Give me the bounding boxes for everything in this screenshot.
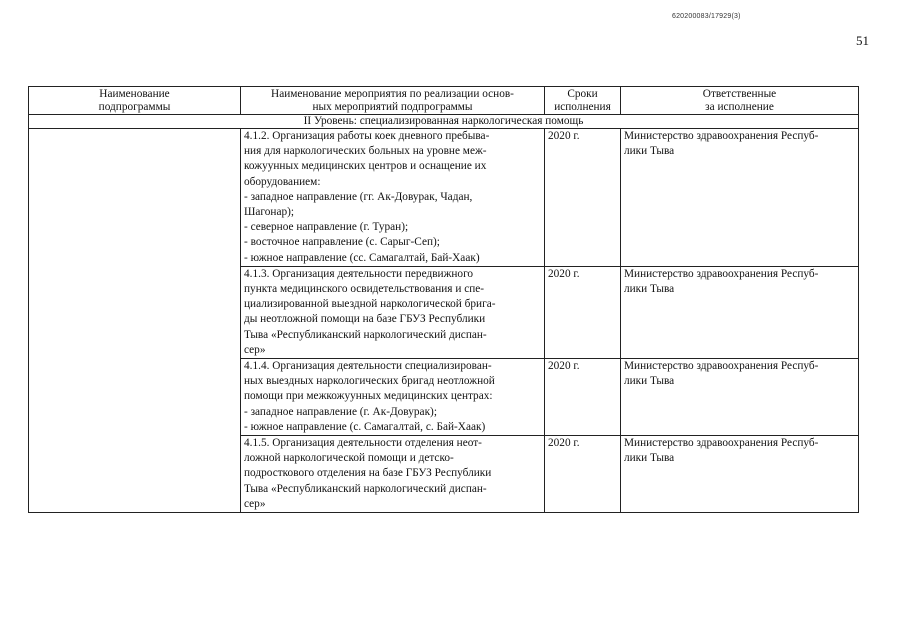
responsible-cell: Министерство здравоохранения Респуб- лики Тыва	[621, 436, 859, 513]
header-activity: Наименование мероприятия по реализации основ- ных мероприятий подпрограммы	[241, 87, 545, 115]
activity-cell: 4.1.5. Организация деятельности отделения неот- ложной наркологической помощи и детско- подросткового отделения на базе ГБУЗ Республики Тыва «Республиканский наркологический диспан- сер»	[241, 436, 545, 513]
term-cell: 2020 г.	[545, 129, 621, 267]
header-term: Сроки исполнения	[545, 87, 621, 115]
header-subprogram: Наименование подпрограммы	[29, 87, 241, 115]
responsible-cell: Министерство здравоохранения Респуб- лики Тыва	[621, 359, 859, 436]
level-title: II Уровень: специализированная наркологическая помощь	[29, 115, 859, 129]
document-code: 620200083/17929(3)	[672, 13, 741, 20]
activity-cell: 4.1.4. Организация деятельности специализирован- ных выездных наркологических бригад неотложной помощи при межкожуунных медицинских центрах: - западное направление (г. Ак-Довурак); - южное направление (с. Самагалтай, с. Бай-Хаак)	[241, 359, 545, 436]
level-row	[29, 115, 859, 129]
table-header	[29, 87, 859, 115]
subprogram-cell	[29, 129, 241, 513]
program-table	[28, 86, 859, 513]
term-cell: 2020 г.	[545, 359, 621, 436]
header-responsible: Ответственные за исполнение	[621, 87, 859, 115]
responsible-cell: Министерство здравоохранения Респуб- лики Тыва	[621, 266, 859, 358]
term-cell: 2020 г.	[545, 436, 621, 513]
page-number: 51	[856, 33, 869, 48]
table-row	[29, 129, 859, 267]
activity-cell: 4.1.2. Организация работы коек дневного пребыва- ния для наркологических больных на уровне меж- кожуунных медицинских центров и оснащение их оборудованием: - западное направление (гг. Ак-Довурак, Чадан, Шагонар); - северное направление (г. Туран); - восточное направление (с. Сарыг-Сеп); - южное направление (сс. Самагалтай, Бай-Хаак)	[241, 129, 545, 267]
term-cell: 2020 г.	[545, 266, 621, 358]
activity-cell: 4.1.3. Организация деятельности передвижного пункта медицинского освидетельствования и спе- циализированной выездной наркологической брига- ды неотложной помощи на базе ГБУЗ Республики Тыва «Республиканский наркологический диспан- сер»	[241, 266, 545, 358]
responsible-cell: Министерство здравоохранения Респуб- лики Тыва	[621, 129, 859, 267]
